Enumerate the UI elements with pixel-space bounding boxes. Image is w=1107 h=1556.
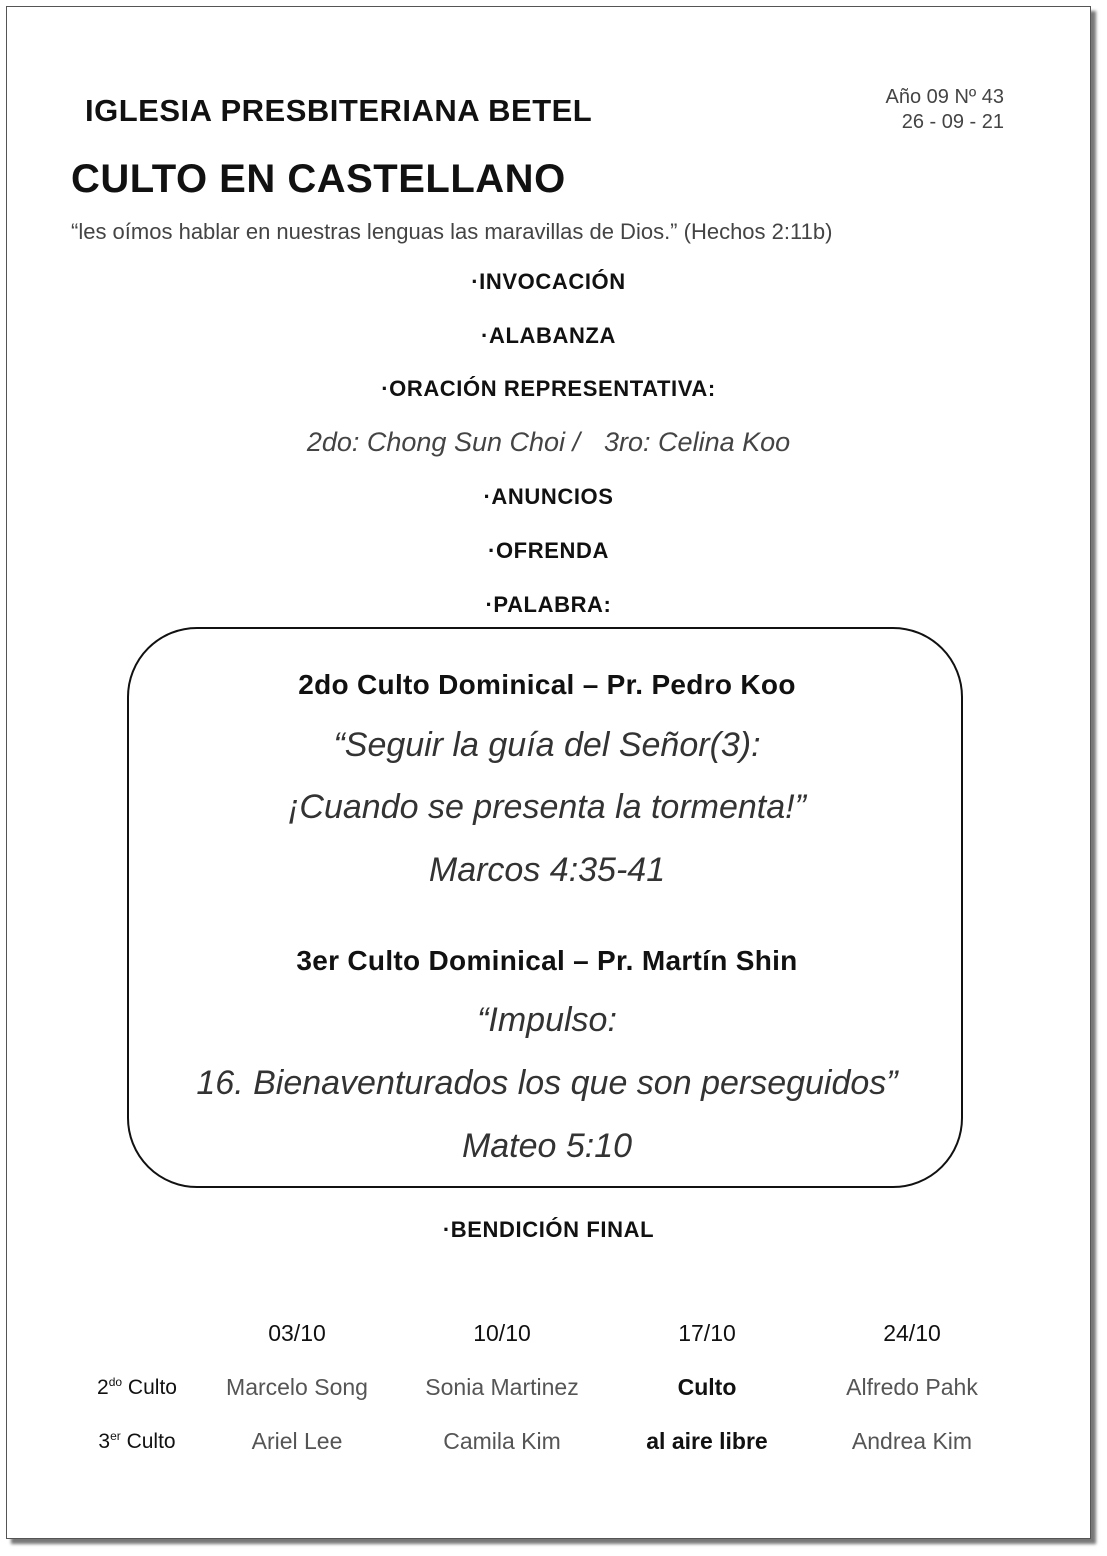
sermon-title-line: ¡Cuando se presenta la tormenta!” xyxy=(288,788,806,826)
schedule-cell: Alfredo Pahk xyxy=(846,1374,978,1400)
sermon-title-line: “Impulso: xyxy=(477,1001,617,1039)
schedule-date: 03/10 xyxy=(268,1320,326,1346)
section-palabra: ·PALABRA: xyxy=(485,592,612,617)
schedule-date: 10/10 xyxy=(473,1320,531,1346)
bulletin-page xyxy=(6,6,1091,1539)
sermon-box xyxy=(127,627,963,1188)
prayer-2do: 2do: Chong Sun Choi / xyxy=(306,427,581,457)
schedule-cell: Andrea Kim xyxy=(851,1428,973,1454)
prayer-3ro: 3ro: Celina Koo xyxy=(604,427,791,457)
sermon-heading: 3er Culto Dominical – Pr. Martín Shin xyxy=(296,945,798,976)
schedule-cell: Sonia Martinez xyxy=(425,1374,579,1400)
schedule-cell: Camila Kim xyxy=(443,1428,561,1454)
sermon-reference: Mateo 5:10 xyxy=(461,1127,633,1165)
section-bendicion: ·BENDICIÓN FINAL xyxy=(442,1217,655,1242)
section-invocacion: ·INVOCACIÓN xyxy=(471,269,626,294)
issue-info xyxy=(886,85,1005,135)
schedule-cell: al aire libre xyxy=(646,1428,768,1454)
section-ofrenda: ·OFRENDA xyxy=(488,538,609,563)
sermon-title-line: “Seguir la guía del Señor(3): xyxy=(333,726,761,764)
schedule-row-label: $2^{do}$ Culto xyxy=(97,1375,177,1399)
bible-verse: “les oímos hablar en nuestras lenguas las maravillas de Dios.” (Hechos 2:11b) xyxy=(71,219,833,244)
schedule-cell: Marcelo Song xyxy=(226,1374,368,1400)
sermon-title-line: 16. Bienaventurados los que son perseguidos” xyxy=(196,1064,898,1102)
sermon-heading: 2do Culto Dominical – Pr. Pedro Koo xyxy=(298,669,796,700)
issue-number: Año 09 Nº 43 xyxy=(885,86,1004,108)
section-alabanza: ·ALABANZA xyxy=(481,323,616,348)
schedule-date: 17/10 xyxy=(678,1320,736,1346)
schedule-cell: Ariel Lee xyxy=(251,1428,343,1454)
prayer-leaders xyxy=(7,427,1090,458)
schedule-row-label: 3er Culto xyxy=(98,1429,176,1453)
issue-date: 26 - 09 - 21 xyxy=(901,111,1004,133)
section-oracion: ·ORACIÓN REPRESENTATIVA: xyxy=(381,376,716,401)
page-title: CULTO EN CASTELLANO xyxy=(71,157,566,201)
church-name: IGLESIA PRESBITERIANA BETEL xyxy=(85,93,593,128)
schedule-cell: Culto xyxy=(677,1374,737,1400)
section-anuncios: ·ANUNCIOS xyxy=(483,484,614,509)
schedule-date: 24/10 xyxy=(883,1320,941,1346)
sermon-reference: Marcos 4:35-41 xyxy=(428,851,666,889)
